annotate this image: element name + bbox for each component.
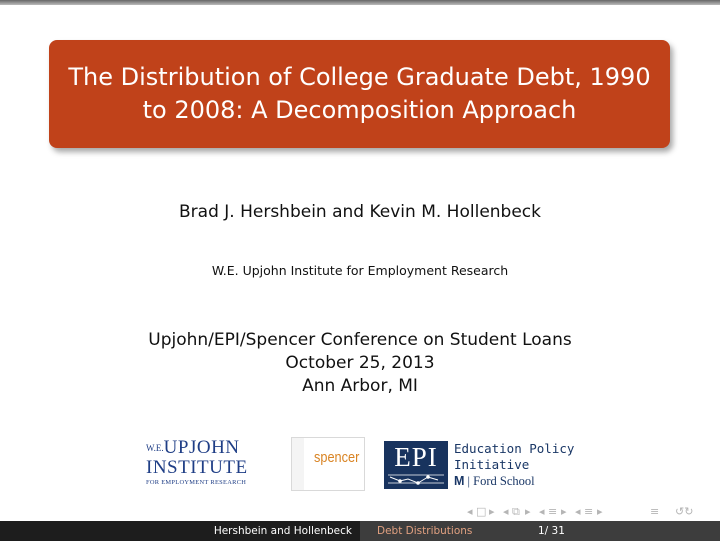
- top-rule: [0, 0, 720, 5]
- conference-date: October 25, 2013: [285, 353, 435, 373]
- upjohn-logo: [146, 438, 262, 490]
- upjohn-logo-line1: UPJOHN: [163, 437, 240, 458]
- epi-logo: [384, 441, 580, 491]
- nav-align-icon[interactable]: ≡: [650, 505, 660, 518]
- michigan-m-icon: M: [454, 474, 465, 488]
- authors: Brad J. Hershbein and Kevin M. Hollenbeck: [179, 202, 541, 222]
- nav-subsection-icon[interactable]: ≡: [548, 505, 558, 518]
- conference-location: Ann Arbor, MI: [302, 376, 418, 396]
- upjohn-logo-line3: FOR EMPLOYMENT RESEARCH: [146, 479, 247, 486]
- epi-logo-mark: [384, 441, 448, 489]
- nav-section-back-icon[interactable]: ◂: [503, 505, 509, 518]
- footer-bar: [0, 521, 720, 541]
- epi-logo-letters: EPI: [394, 442, 438, 472]
- epi-logo-line3-text: | Ford School: [464, 474, 535, 488]
- nav-frame-icon[interactable]: □: [476, 505, 487, 518]
- epi-logo-graph-icon: [388, 471, 444, 487]
- spencer-logo-text: spencer: [314, 449, 360, 466]
- title-box: [49, 40, 670, 148]
- footer-authors: Hershbein and Hollenbeck: [213, 525, 352, 537]
- nav-slide-icon[interactable]: ≡: [584, 505, 594, 518]
- title-line-2: to 2008: A Decomposition Approach: [142, 96, 577, 124]
- nav-section-forward-icon[interactable]: ▸: [525, 505, 531, 518]
- footer-page-number: 1/ 31: [526, 521, 720, 541]
- nav-section-icon[interactable]: ⧉: [512, 505, 520, 518]
- institution: W.E. Upjohn Institute for Employment Research: [211, 263, 509, 278]
- upjohn-logo-line2: INSTITUTE: [146, 457, 248, 478]
- epi-logo-line3: [454, 474, 535, 489]
- nav-subsection-back-icon[interactable]: ◂: [539, 505, 545, 518]
- spencer-logo: [291, 437, 365, 491]
- conference-name: Upjohn/EPI/Spencer Conference on Student Loans: [148, 330, 572, 350]
- nav-slide-back-icon[interactable]: ◂: [575, 505, 581, 518]
- nav-subsection-forward-icon[interactable]: ▸: [561, 505, 567, 518]
- nav-frame-forward-icon[interactable]: ▸: [489, 505, 495, 518]
- nav-search-icon[interactable]: ↺↻: [675, 505, 694, 518]
- epi-logo-line1: Education Policy: [454, 441, 575, 456]
- nav-first-icon[interactable]: ◂: [467, 505, 473, 518]
- conference-info: [0, 329, 720, 398]
- beamer-navigation: [0, 505, 720, 521]
- title-line-1: The Distribution of College Graduate Debt, 1990: [68, 63, 651, 91]
- epi-logo-line2: Initiative: [454, 457, 530, 472]
- footer-short-title: Debt Distributions: [360, 521, 526, 541]
- nav-slide-forward-icon[interactable]: ▸: [597, 505, 603, 518]
- spencer-logo-bar: [292, 438, 304, 490]
- upjohn-logo-we: W.E.: [146, 443, 164, 453]
